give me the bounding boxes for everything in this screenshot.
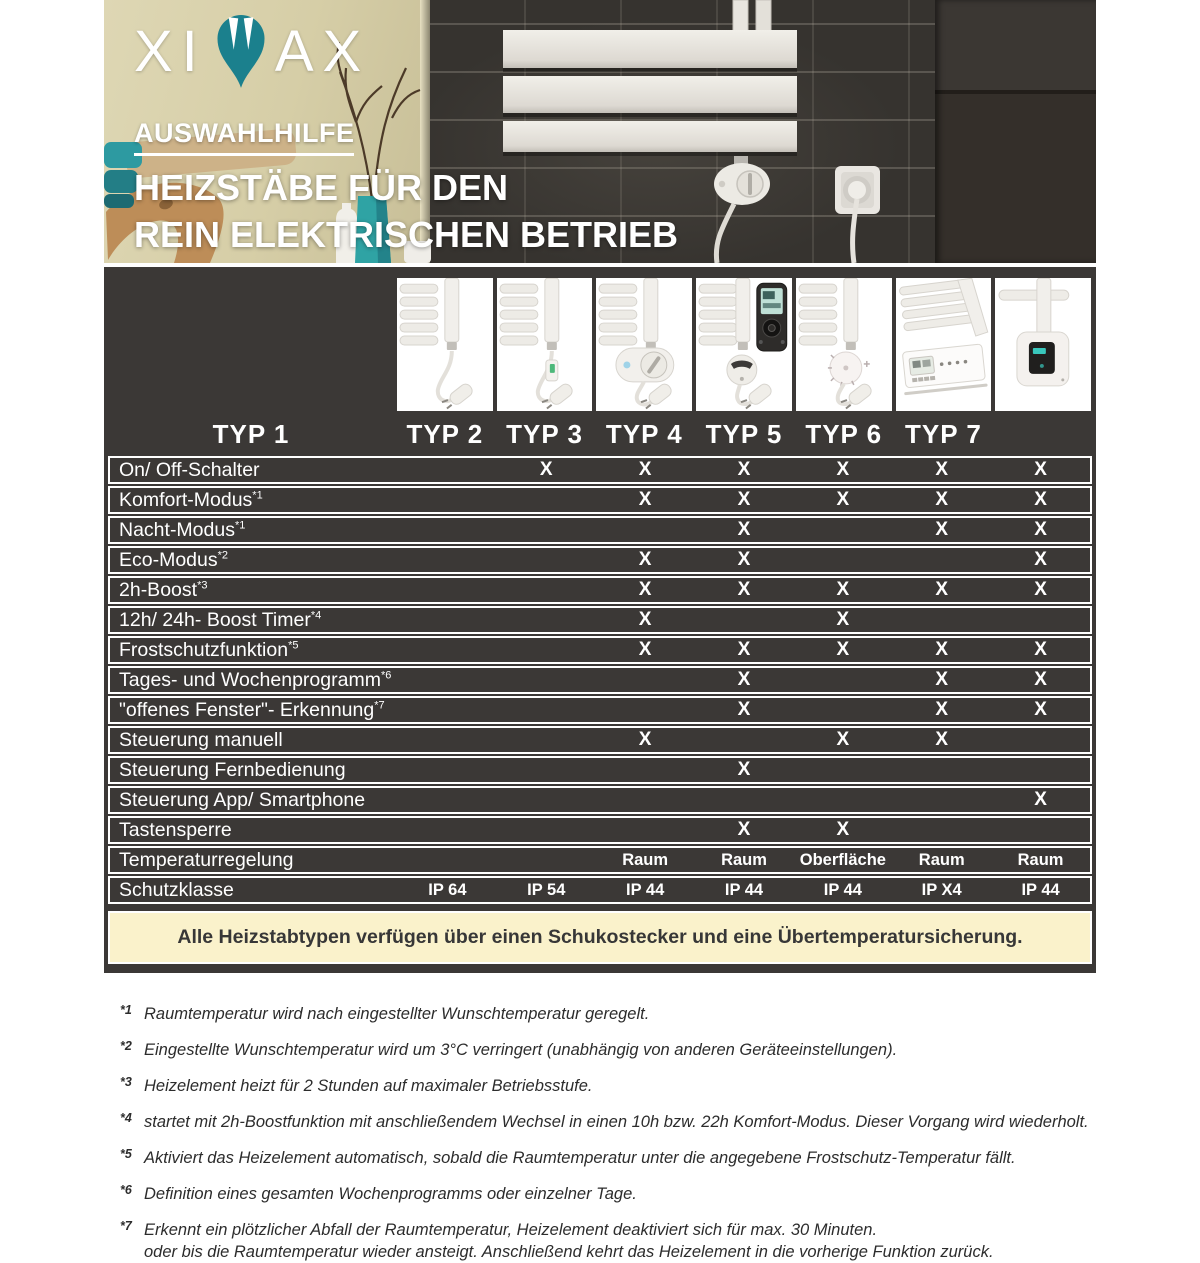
footnote-marker: *4 [120,1111,132,1125]
feature-label: Tages- und Wochenprogramm$^{*6}$ [119,668,392,691]
feature-value: X [1034,699,1047,720]
logo-text-right: AX [274,19,371,84]
feature-value: X [935,459,949,480]
feature-value: X [935,699,949,720]
feature-row [108,546,1092,574]
type-label: TYP 2 [406,419,484,449]
footnote [120,1219,1096,1263]
feature-value: IP 44 [724,880,764,899]
footnote-marker: *2 [120,1039,132,1053]
product-image-rod-remote-control [696,278,792,411]
feature-row [108,606,1092,634]
feature-value: X [935,519,949,540]
feature-value: X [836,459,850,480]
feature-value: X [737,579,751,600]
feature-value: IP 44 [626,880,665,899]
table-header-spacer [107,278,395,411]
feature-value: Raum [622,850,669,869]
feature-label: Steuerung Fernbedienung [119,758,346,781]
feature-value: X [935,669,949,690]
feature-label: Tastensperre [119,818,232,841]
feature-label: Nacht-Modus$^{*1}$ [119,518,246,541]
feature-row [108,816,1092,844]
feature-row [108,786,1092,814]
type-label: TYP 1 [212,419,290,449]
feature-value: X [737,489,751,510]
footnote-marker: *6 [120,1183,132,1197]
feature-value: X [638,489,652,510]
feature-row [108,576,1092,604]
feature-label: 12h/ 24h- Boost Timer$^{*4}$ [119,608,322,631]
feature-value: X [935,639,949,660]
feature-label: 2h-Boost$^{*3}$ [119,578,208,601]
footnote-marker: *1 [120,1003,132,1017]
logo-pin-m-icon [213,14,269,90]
feature-label: Frostschutzfunktion$^{*5}$ [119,638,299,661]
feature-value: X [935,579,949,600]
info-banner: Alle Heizstabtypen verfügen über einen Schukostecker und eine Übertemperatursicherung. [108,911,1092,964]
feature-value: X [638,549,652,570]
feature-value: X [836,819,850,840]
feature-value: X [638,639,652,660]
footnote [120,1075,1096,1097]
footnote-text: startet mit 2h-Boostfunktion mit anschließendem Wechsel in einen 10h bzw. 22h Komfort-Modus. Dieser Vorgang wird wiederholt. [144,1113,1089,1131]
type-label: TYP 7 [905,419,982,449]
product-image-rod-thermostat [796,278,892,411]
feature-value: X [737,459,751,480]
feature-rows [107,456,1093,904]
feature-value: X [1034,639,1047,660]
feature-row [108,756,1092,784]
feature-value: X [737,819,751,840]
feature-value: X [737,759,751,780]
feature-value: X [737,699,751,720]
ximax-logo [134,14,678,100]
feature-label: Eco-Modus$^{*2}$ [119,548,229,571]
product-image-rod-switch [497,278,593,411]
footnote [120,1111,1096,1133]
feature-value: X [638,609,652,630]
feature-value: X [1034,789,1047,810]
feature-value: X [935,729,949,750]
type-label: TYP 4 [605,419,683,449]
hero-banner [104,0,1096,263]
feature-label: Steuerung App/ Smartphone [119,788,366,811]
footnote [120,1183,1096,1205]
feature-value: X [1034,579,1047,600]
logo-text-left: XI [134,19,207,84]
feature-value: X [1034,549,1047,570]
footnote-text: Aktiviert das Heizelement automatisch, sobald die Raumtemperatur unter die angegebene Frostschutz-Temperatur fällt. [144,1149,1016,1167]
comparison-table [104,267,1096,973]
feature-value: IP X4 [921,880,962,899]
product-image-rod-dial-control [596,278,692,411]
footnotes [120,1003,1096,1263]
type-label: TYP 3 [506,419,583,449]
feature-value: X [836,729,850,750]
feature-value: X [836,579,850,600]
feature-value: Raum [918,850,965,869]
footnote-text: Heizelement heizt für 2 Stunden auf maximaler Betriebsstufe. [144,1077,593,1095]
feature-value: X [737,639,751,660]
feature-value: X [638,729,652,750]
feature-label: Temperaturregelung [119,848,294,871]
hero-title-line1: HEIZSTÄBE FÜR DEN [134,167,509,208]
footnote [120,1039,1096,1061]
product-image-rod-plain [397,278,493,411]
feature-value: Oberfläche [799,850,886,869]
feature-value: X [935,489,949,510]
feature-value: Raum [1017,850,1064,869]
footnote-text: Definition eines gesamten Wochenprogramms oder einzelner Tage. [144,1185,637,1203]
type-label: TYP 6 [805,419,883,449]
feature-row [108,696,1092,724]
feature-value: X [638,579,652,600]
feature-value: IP 44 [823,880,862,899]
feature-value: X [737,519,751,540]
feature-row [108,846,1092,874]
feature-value: X [737,669,751,690]
feature-value: X [539,459,553,480]
table-header-row [107,267,1093,456]
feature-value: X [737,549,751,570]
feature-row [108,456,1092,484]
feature-label: Komfort-Modus$^{*1}$ [119,488,263,511]
feature-value: X [836,639,850,660]
footnote [120,1003,1096,1025]
feature-value: X [836,489,850,510]
page [104,0,1096,1263]
footnote-marker: *3 [120,1075,132,1089]
feature-value: X [1034,669,1047,690]
feature-label: Steuerung manuell [119,728,283,751]
feature-value: Raum [721,850,767,869]
feature-label: On/ Off-Schalter [119,458,260,481]
product-image-panel-control [896,278,992,411]
feature-value: IP 64 [428,880,467,899]
feature-value: X [1034,489,1047,510]
feature-value: X [1034,459,1047,480]
feature-row [108,486,1092,514]
feature-value: X [836,609,850,630]
feature-value: X [1034,519,1047,540]
feature-row [108,666,1092,694]
footnote-marker: *7 [120,1219,132,1233]
feature-label: Schutzklasse [119,878,234,901]
footnote [120,1147,1096,1169]
feature-row [108,726,1092,754]
feature-row [108,636,1092,664]
feature-row [108,876,1092,904]
type-label: TYP 5 [705,419,783,449]
product-image-box-display [995,278,1091,411]
feature-value: IP 54 [527,880,566,899]
footnote-text: Erkennt ein plötzlicher Abfall der Raumtemperatur, Heizelement deaktiviert sich für max. 30 Minuten. oder bis die Raumtemperatur wieder ansteigt. Anschließend kehrt das Heizelement in die vorherige Funktion zurück. [144,1221,994,1261]
footnote-text: Raumtemperatur wird nach eingestellter Wunschtemperatur geregelt. [144,1005,650,1023]
footnote-marker: *5 [120,1147,132,1161]
footnote-text: Eingestellte Wunschtemperatur wird um 3°C verringert (unabhängig von anderen Geräteeinstellungen). [144,1041,898,1059]
feature-row [108,516,1092,544]
hero-text-block [134,14,678,258]
hero-title-line2: REIN ELEKTRISCHEN BETRIEB [134,214,679,255]
feature-value: IP 44 [1021,880,1060,899]
feature-value: X [638,459,652,480]
feature-label: "offenes Fenster"- Erkennung$^{*7}$ [119,698,385,721]
hero-kicker: AUSWAHLHILFE [134,118,354,156]
